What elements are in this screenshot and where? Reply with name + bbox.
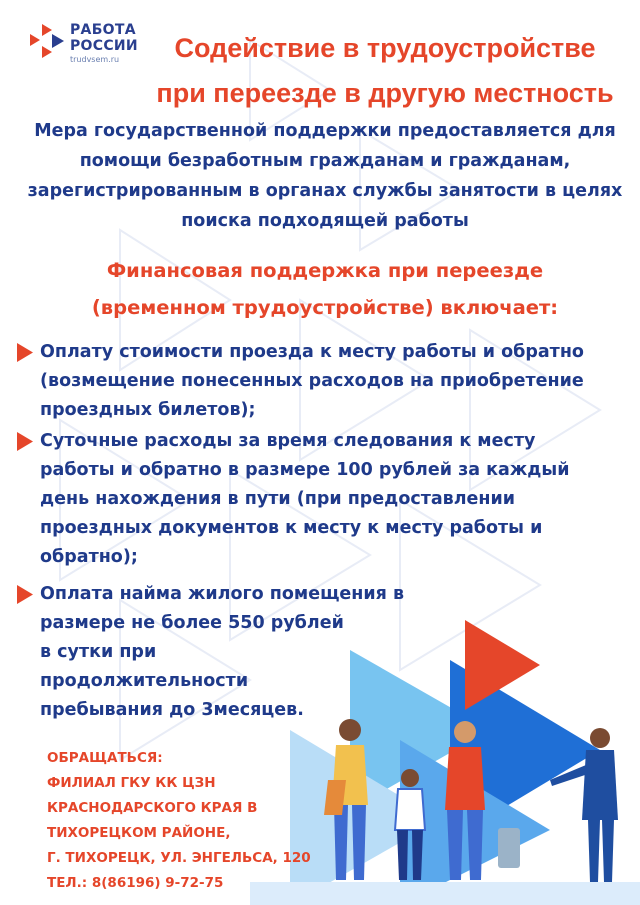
list-item-line: Оплату стоимости проезда к месту работы и обратно <box>40 342 584 362</box>
list-item-line: пребывания до 3месяцев. <box>40 700 304 720</box>
list-item-line: (возмещение понесенных расходов на приобретение <box>40 371 584 391</box>
title-line: Содействие в трудоустройстве <box>174 33 596 63</box>
triangle-bullet-icon <box>17 343 33 362</box>
list-item-line: день нахождения в пути (при предоставлении <box>40 489 516 509</box>
logo-line-1: РАБОТА <box>70 22 136 38</box>
contact-block <box>47 746 311 896</box>
list-item-line: в сутки при <box>40 642 157 662</box>
list-item-line: Суточные расходы за время следования к месту <box>40 431 536 451</box>
section-heading-line: (временном трудоустройстве) включает: <box>91 296 559 319</box>
list-item-line: проездных документов к месту к месту работы и <box>40 518 543 538</box>
list-item <box>40 580 404 725</box>
triangle-bullet-icon <box>17 585 33 604</box>
lead-paragraph: Мера государственной поддержки предоставляется для помощи безработным гражданам и гражданам, зарегистрированным в органах службы занятости в целях поиска подходящей работы <box>27 121 623 231</box>
section-heading <box>20 252 630 326</box>
contact-line: ФИЛИАЛ ГКУ КК ЦЗН <box>47 775 216 791</box>
list-item-line: проездных билетов); <box>40 400 256 420</box>
logo-url: trudvsem.ru <box>70 55 120 64</box>
list-item <box>40 427 569 572</box>
section-heading-line: Финансовая поддержка при переезде <box>106 259 544 282</box>
list-item-line: размере не более 550 рублей <box>40 613 344 633</box>
logo-mark-icon <box>26 20 66 62</box>
list-item-line: Оплата найма жилого помещения в <box>40 584 405 604</box>
contact-heading: ОБРАЩАТЬСЯ: <box>47 750 163 766</box>
logo-line-2: РОССИИ <box>70 38 138 54</box>
title-line: при переезде в другую местность <box>156 78 614 108</box>
contact-phone: ТЕЛ.: 8(86196) 9-72-75 <box>47 875 224 891</box>
logo <box>26 18 156 66</box>
list-item-line: продолжительности <box>40 671 249 691</box>
list-item-line: обратно); <box>40 547 138 567</box>
triangle-bullet-icon <box>17 432 33 451</box>
list-item <box>40 338 584 425</box>
page-title <box>140 26 630 116</box>
contact-address: Г. ТИХОРЕЦК, УЛ. ЭНГЕЛЬСА, 120 <box>47 850 311 866</box>
list-item-line: работы и обратно в размере 100 рублей за каждый <box>40 460 570 480</box>
contact-line: ТИХОРЕЦКОМ РАЙОНЕ, <box>47 825 231 841</box>
contact-line: КРАСНОДАРСКОГО КРАЯ В <box>47 800 258 816</box>
